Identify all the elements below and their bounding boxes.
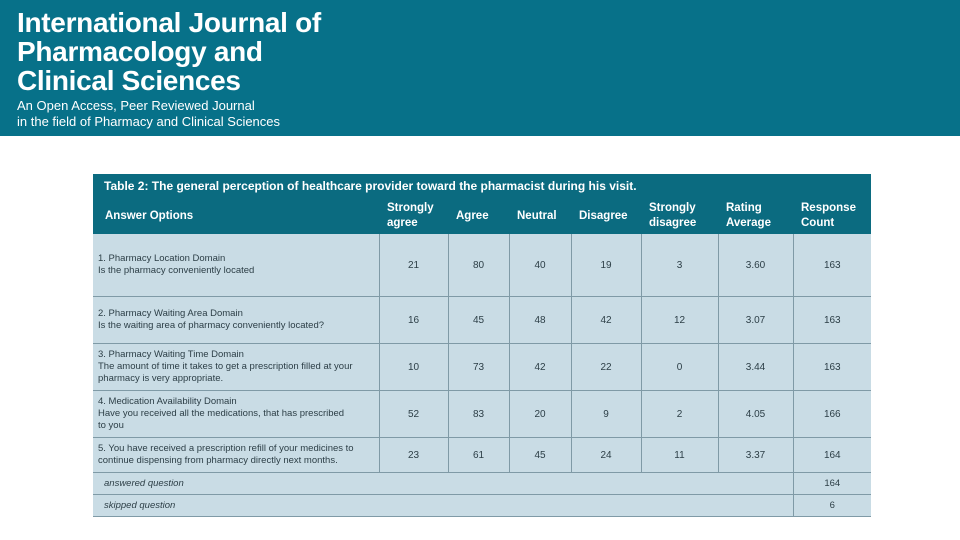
survey-table-container — [93, 174, 871, 517]
value-response-count: 163 — [793, 234, 871, 297]
value-disagree: 22 — [571, 344, 641, 391]
answer-option-line: to you — [98, 420, 124, 431]
value-disagree: 19 — [571, 234, 641, 297]
header-agree — [448, 198, 509, 234]
value-rating-average: 3.60 — [718, 234, 793, 297]
value-strongly-agree: 16 — [379, 297, 448, 344]
value-rating-average: 3.37 — [718, 438, 793, 473]
value-agree: 73 — [448, 344, 509, 391]
table-row — [93, 344, 871, 391]
journal-tagline — [17, 98, 280, 130]
journal-tagline-line: An Open Access, Peer Reviewed Journal — [17, 98, 255, 113]
answer-option-line: Is the pharmacy conveniently located — [98, 265, 255, 276]
answer-option-line: 1. Pharmacy Location Domain — [98, 253, 226, 264]
value-neutral: 20 — [509, 391, 571, 438]
value-strongly-agree: 52 — [379, 391, 448, 438]
journal-tagline-line: in the field of Pharmacy and Clinical Sciences — [17, 114, 281, 129]
table-footer-row — [93, 495, 871, 517]
value-strongly-disagree: 3 — [641, 234, 718, 297]
answer-option — [93, 438, 379, 473]
header-text: Strongly — [649, 202, 696, 214]
value-strongly-agree: 21 — [379, 234, 448, 297]
value-neutral: 48 — [509, 297, 571, 344]
value-strongly-agree: 10 — [379, 344, 448, 391]
table-row — [93, 438, 871, 473]
table-row — [93, 391, 871, 438]
header-answer-options — [93, 198, 379, 234]
answer-option-line: 3. Pharmacy Waiting Time Domain — [98, 349, 244, 360]
answer-option-line: Is the waiting area of pharmacy conveniently located? — [98, 320, 325, 331]
value-neutral: 45 — [509, 438, 571, 473]
value-disagree: 24 — [571, 438, 641, 473]
header-text: disagree — [649, 217, 697, 229]
journal-title-line: Pharmacology and — [17, 36, 263, 67]
value-disagree: 9 — [571, 391, 641, 438]
value-disagree: 42 — [571, 297, 641, 344]
value-neutral: 42 — [509, 344, 571, 391]
header-strongly-disagree — [641, 198, 718, 234]
table-footer-row — [93, 473, 871, 495]
answer-option — [93, 234, 379, 297]
header-text: Neutral — [517, 209, 557, 222]
table-caption: Table 2: The general perception of healthcare provider toward the pharmacist during his visit. — [93, 174, 871, 198]
value-rating-average: 4.05 — [718, 391, 793, 438]
header-text: Strongly — [387, 202, 434, 214]
header-text: Average — [726, 217, 771, 229]
value-agree: 83 — [448, 391, 509, 438]
journal-banner — [0, 0, 960, 136]
value-neutral: 40 — [509, 234, 571, 297]
header-response-count — [793, 198, 871, 234]
header-neutral — [509, 198, 571, 234]
answer-option-line: The amount of time it takes to get a prescription filled at your — [98, 361, 353, 372]
answered-question-label: answered question — [93, 473, 793, 495]
table-row — [93, 297, 871, 344]
skipped-question-label: skipped question — [93, 495, 793, 517]
journal-title-line: International Journal of — [17, 7, 321, 38]
header-rating-average — [718, 198, 793, 234]
table-caption-row — [93, 174, 871, 198]
answer-option — [93, 297, 379, 344]
header-text: Answer Options — [105, 209, 194, 222]
value-response-count: 164 — [793, 438, 871, 473]
header-disagree — [571, 198, 641, 234]
answer-option — [93, 391, 379, 438]
answer-option-line: 2. Pharmacy Waiting Area Domain — [98, 308, 243, 319]
header-strongly-agree — [379, 198, 448, 234]
value-strongly-disagree: 12 — [641, 297, 718, 344]
value-strongly-disagree: 0 — [641, 344, 718, 391]
answer-option-line: 4. Medication Availability Domain — [98, 396, 237, 407]
answer-option-line: pharmacy is very appropriate. — [98, 373, 224, 384]
value-strongly-disagree: 2 — [641, 391, 718, 438]
value-rating-average: 3.44 — [718, 344, 793, 391]
header-text: Disagree — [579, 209, 628, 222]
header-text: Agree — [456, 209, 489, 222]
value-agree: 61 — [448, 438, 509, 473]
value-strongly-disagree: 11 — [641, 438, 718, 473]
value-rating-average: 3.07 — [718, 297, 793, 344]
table-header-row — [93, 198, 871, 234]
answer-option-line: continue dispensing from pharmacy directly next months. — [98, 455, 338, 466]
value-response-count: 166 — [793, 391, 871, 438]
value-agree: 45 — [448, 297, 509, 344]
journal-title-line: Clinical Sciences — [17, 65, 241, 96]
survey-table — [93, 174, 871, 517]
header-text: Count — [801, 217, 835, 229]
value-agree: 80 — [448, 234, 509, 297]
value-response-count: 163 — [793, 344, 871, 391]
table-row — [93, 234, 871, 297]
header-text: Response — [801, 202, 856, 214]
answer-option-line: 5. You have received a prescription refill of your medicines to — [98, 443, 354, 454]
answered-question-value: 164 — [793, 473, 871, 495]
answer-option-line: Have you received all the medications, that has prescribed — [98, 408, 345, 419]
answer-option — [93, 344, 379, 391]
header-text: Rating — [726, 202, 762, 214]
value-response-count: 163 — [793, 297, 871, 344]
skipped-question-value: 6 — [793, 495, 871, 517]
header-text: agree — [387, 217, 418, 229]
value-strongly-agree: 23 — [379, 438, 448, 473]
journal-title — [17, 8, 321, 95]
